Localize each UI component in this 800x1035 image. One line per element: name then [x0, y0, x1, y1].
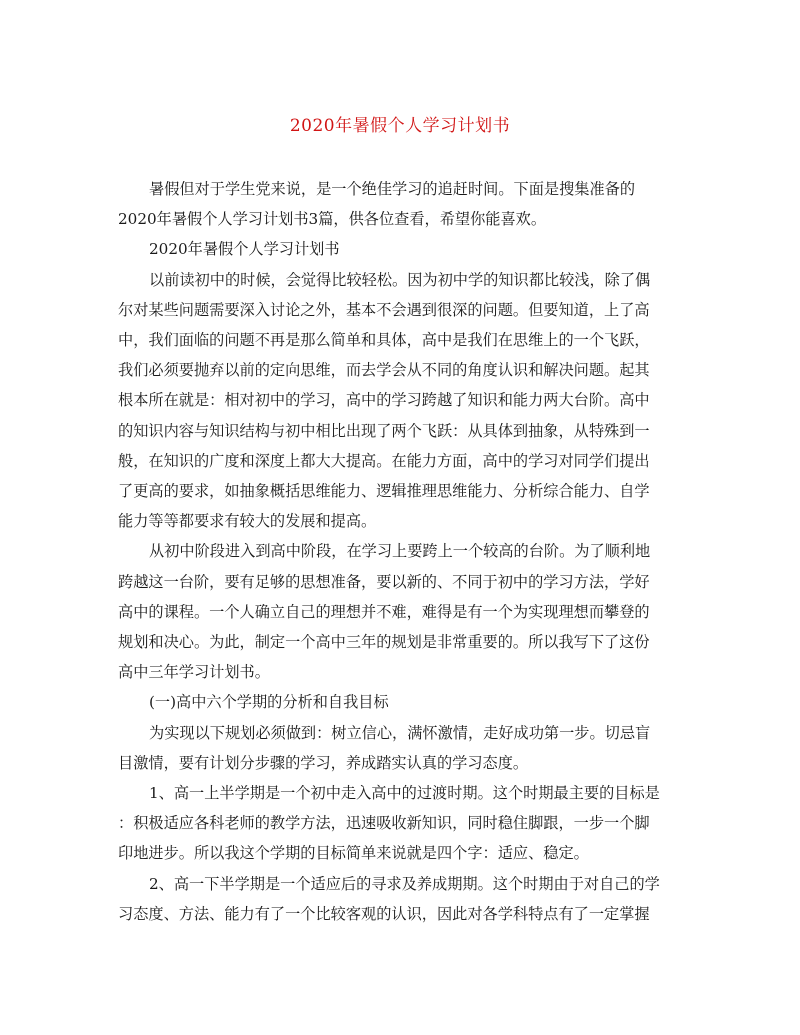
text-line: 高中三年学习计划书。 [118, 663, 270, 682]
text-line: 1、高一上半学期是一个初中走入高中的过渡时期。这个时期最主要的目标是 [149, 784, 660, 803]
text-line: 跨越这一台阶，要有足够的思想准备，要以新的、不同于初中的学习方法，学好 [118, 572, 650, 591]
text-line: (一)高中六个学期的分析和自我目标 [149, 693, 389, 712]
text-line: 习态度、方法、能力有了一个比较客观的认识，因此对各学科特点有了一定掌握 [118, 904, 650, 923]
text-line: 高中的课程。一个人确立自己的理想并不难，难得是有一个为实现理想而攀登的 [118, 602, 650, 621]
text-line: 目激情，要有计划分步骤的学习，养成踏实认真的学习态度。 [118, 753, 529, 772]
text-line: ：积极适应各科老师的教学方法，迅速吸收新知识，同时稳住脚跟，一步一个脚 [118, 814, 650, 833]
text-line: 根本所在就是：相对初中的学习，高中的学习跨越了知识和能力两大台阶。高中 [118, 391, 650, 410]
text-line: 以前读初中的时候，会觉得比较轻松。因为初中学的知识都比较浅，除了偶 [149, 270, 651, 289]
text-line: 能力等等都要求有较大的发展和提高。 [118, 512, 377, 531]
text-line: 尔对某些问题需要深入讨论之外，基本不会遇到很深的问题。但要知道，上了高 [118, 300, 650, 319]
text-line: 般，在知识的广度和深度上都大大提高。在能力方面，高中的学习对同学们提出 [118, 451, 650, 470]
text-line: 了更高的要求，如抽象概括思维能力、逻辑推理思维能力、分析综合能力、自学 [118, 482, 650, 501]
text-line: 中，我们面临的问题不再是那么简单和具体，高中是我们在思维上的一个飞跃， [118, 331, 650, 350]
text-line: 2020年暑假个人学习计划书3篇，供各位查看，希望你能喜欢。 [118, 210, 547, 229]
text-line: 印地进步。所以我这个学期的目标简单来说就是四个字：适应、稳定。 [118, 844, 589, 863]
document-body [118, 174, 683, 929]
text-line: 暑假但对于学生党来说，是一个绝佳学习的追赶时间。下面是搜集准备的 [149, 180, 635, 198]
text-line: 规划和决心。为此，制定一个高中三年的规划是非常重要的。所以我写下了这份 [118, 633, 650, 652]
text-line: 2、高一下半学期是一个适应后的寻求及养成期期。这个时期由于对自己的学 [149, 874, 660, 893]
document-title: 2020年暑假个人学习计划书 [289, 116, 511, 136]
text-line: 的知识内容与知识结构与初中相比出现了两个飞跃：从具体到抽象，从特殊到一 [118, 421, 650, 440]
text-line: 从初中阶段进入到高中阶段，在学习上要跨上一个较高的台阶。为了顺利地 [149, 542, 651, 561]
text-line: 我们必须要抛弃以前的定向思维，而去学会从不同的角度认识和解决问题。起其 [118, 361, 650, 380]
text-line: 2020年暑假个人学习计划书 [149, 240, 340, 259]
text-line: 为实现以下规划必须做到：树立信心，满怀激情，走好成功第一步。切忌盲 [149, 723, 651, 742]
